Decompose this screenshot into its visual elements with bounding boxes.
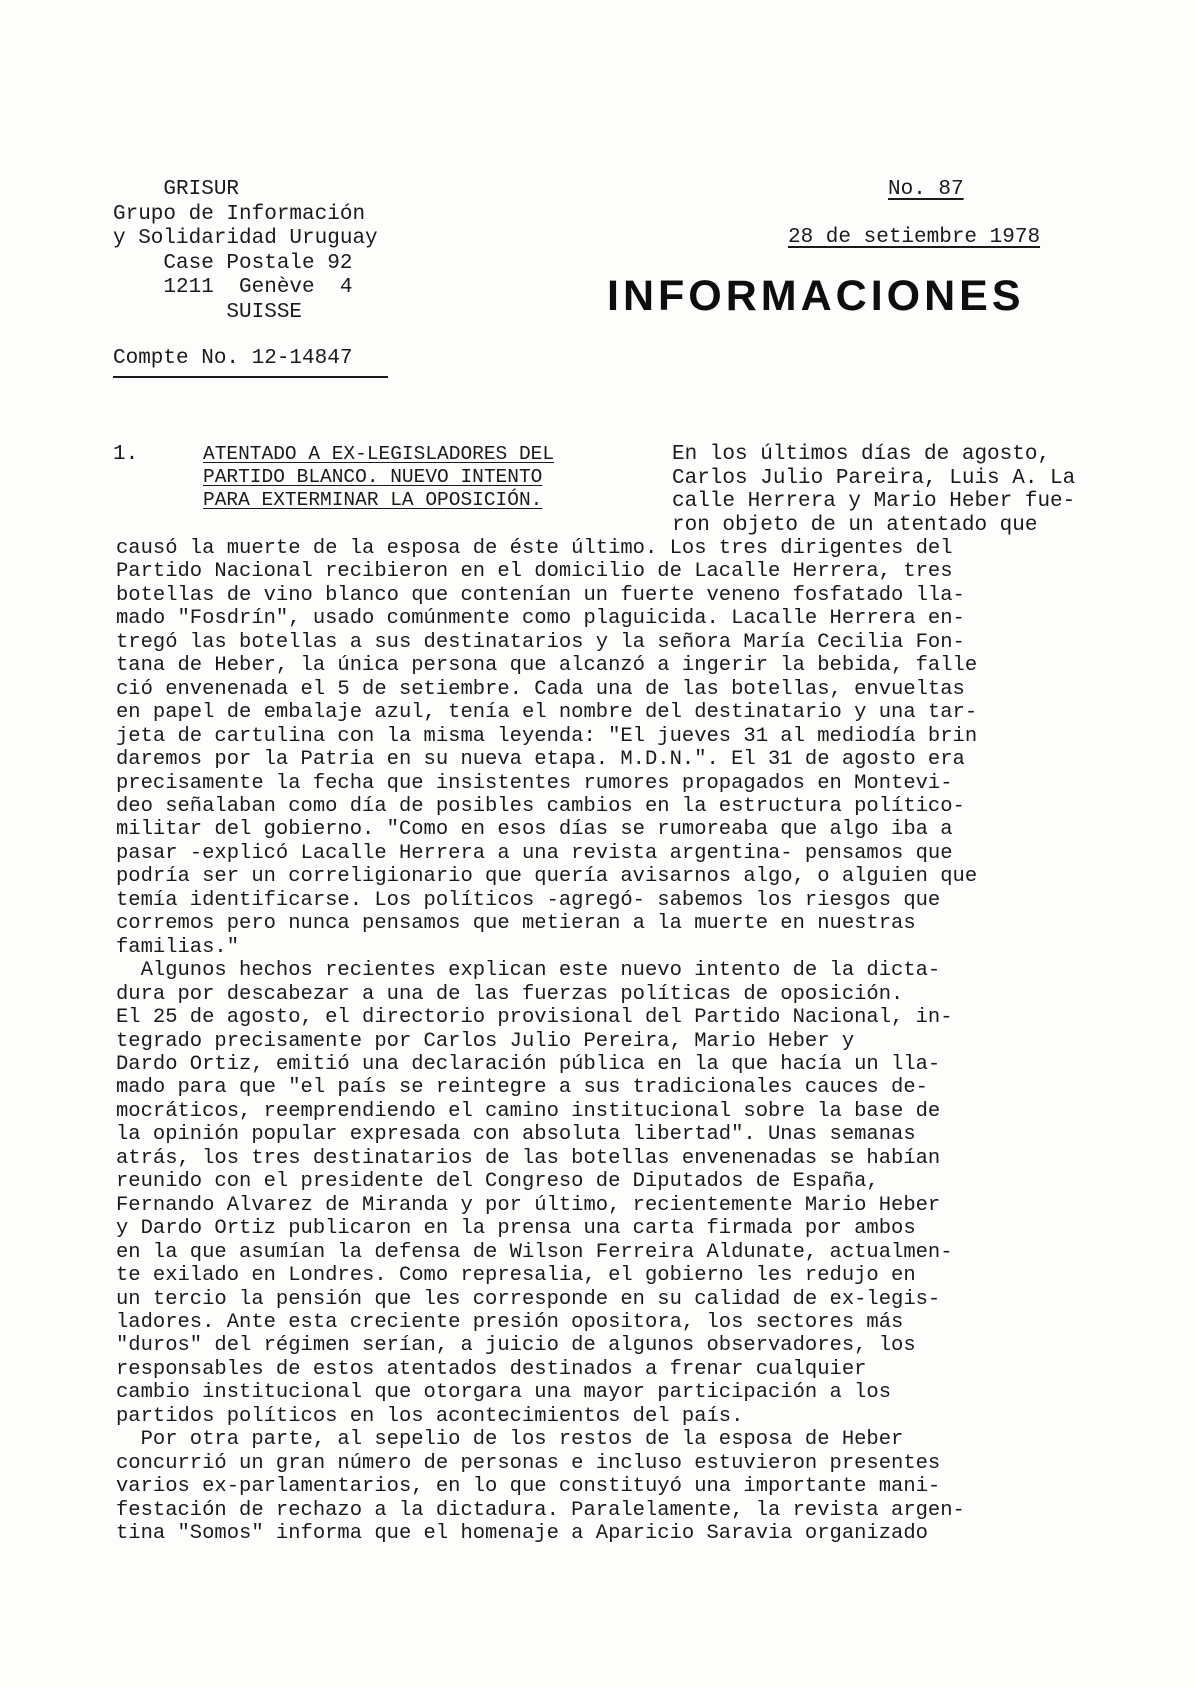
body-line: en papel de embalaje azul, tenía el nombre del destinatario y una tar- [116,701,978,725]
body-line: en la que asumían la defensa de Wilson Ferreira Aldunate, actualmen- [116,1240,953,1264]
article-intro [672,443,1075,537]
body-line: Fernando Alvarez de Miranda y por último, recientemente Mario Heber [116,1193,941,1217]
body-line: ció envenenada el 5 de setiembre. Cada una de las botellas, envueltas [116,677,965,701]
body-line: pasar -explicó Lacalle Herrera a una revista argentina- pensamos que [116,841,953,865]
body-line: responsables de estos atentados destinados a frenar cualquier [116,1357,867,1381]
section-title [203,443,554,512]
body-line: tana de Heber, la única persona que alcanzó a ingerir la bebida, falle [116,654,978,678]
issue-date: 28 de setiembre 1978 [788,226,1041,249]
body-line: militar del gobierno. "Como en esos días se rumoreaba que algo iba a [116,818,953,842]
body-line: partidos políticos en los acontecimientos del país. [116,1404,744,1428]
body-line: mado "Fosdrín", usado comúnmente como plaguicida. Lacalle Herrera en- [116,607,965,631]
intro-line: Carlos Julio Pareira, Luis A. La [672,466,1076,490]
body-line: corremos pero nunca pensamos que metieran a la muerte en nuestras [116,912,916,936]
issue-number: No. 87 [888,178,964,201]
sender-line: SUISSE [113,300,303,324]
body-line: Por otra parte, al sepelio de los restos de la esposa de Heber [116,1428,904,1452]
body-line: jeta de cartulina con la misma leyenda: "El jueves 31 al mediodía brin [116,724,978,748]
sender-line: y Solidaridad Uruguay [113,227,378,250]
body-line: reunido con el presidente del Congreso de Diputados de España, [116,1170,879,1194]
body-line: botellas de vino blanco que contenían un fuerte veneno fosfatado lla- [116,583,965,607]
section-title-line: PARTIDO BLANCO. NUEVO INTENTO [203,466,543,488]
body-line: podría ser un correligionario que quería avisarnos algo, o alguien que [116,865,978,889]
body-line: dura por descabezar a una de las fuerzas políticas de oposición. [116,982,904,1006]
body-line: daremos por la Patria en su nueva etapa. M.D.N.". El 31 de agosto era [116,748,965,772]
article-body [116,537,977,1545]
intro-line: calle Herrera y Mario Heber fue- [672,490,1076,513]
body-line: mocráticos, reemprendiendo el camino institucional sobre la base de [116,1099,941,1123]
section-number: 1. [113,443,139,466]
body-line: tegrado precisamente por Carlos Julio Pereira, Mario Heber y [116,1029,855,1053]
body-line: familias." [116,935,240,959]
sender-line: Grupo de Información [113,202,366,226]
intro-line: En los últimos días de agosto, [672,443,1051,466]
sender-line: 1211 Genève 4 [113,276,353,299]
body-line: te exilado en Londres. Como represalia, el gobierno les redujo en [116,1264,916,1288]
body-line: causó la muerte de la esposa de éste último. Los tres dirigentes del [116,537,953,560]
section-title-line: PARA EXTERMINAR LA OPOSICIÓN. [203,489,543,511]
body-line: tina "Somos" informa que el homenaje a Aparicio Saravia organizado [116,1522,928,1546]
body-line: mado para que "el país se reintegre a sus tradicionales cauces de- [116,1076,928,1100]
section-title-line: ATENTADO A EX-LEGISLADORES DEL [203,443,555,465]
sender-address [113,178,378,325]
body-line: deo señalaban como día de posibles cambios en la estructura político- [116,794,965,818]
body-line: ladores. Ante esta creciente presión opositora, los sectores más [116,1310,904,1334]
body-line: Algunos hechos recientes explican este nuevo intento de la dicta- [116,959,941,983]
body-line: Partido Nacional recibieron en el domicilio de Lacalle Herrera, tres [116,560,953,584]
body-line: tregó las botellas a sus destinatarios y la señora María Cecilia Fon- [116,630,965,654]
body-line: temía identificarse. Los políticos -agregó- sabemos los riesgos que [116,888,941,912]
body-line: El 25 de agosto, el directorio provisional del Partido Nacional, in- [116,1006,953,1030]
body-line: concurrió un gran número de personas e incluso estuvieron presentes [116,1451,941,1475]
body-line: varios ex-parlamentarios, en lo que constituyó una importante mani- [116,1475,941,1499]
body-line: "duros" del régimen serían, a juicio de algunos observadores, los [116,1334,916,1358]
intro-line: ron objeto de un atentado que [672,513,1038,537]
body-line: festación de rechazo a la dictadura. Paralelamente, la revista argen- [116,1498,965,1522]
body-line: la opinión popular expresada con absoluta libertad". Unas semanas [116,1123,916,1147]
body-line: precisamente la fecha que insistentes rumores propagados en Montevi- [116,771,953,795]
sender-line: Case Postale 92 [113,251,353,275]
body-line: cambio institucional que otorgara una mayor participación a los [116,1381,892,1405]
body-line: Dardo Ortiz, emitió una declaración pública en la que hacía un lla- [116,1052,941,1076]
body-line: atrás, los tres destinatarios de las botellas envenenadas se habían [116,1146,941,1170]
sender-line: GRISUR [113,178,240,201]
body-line: un tercio la pensión que les corresponde en su calidad de ex-legis- [116,1287,941,1311]
masthead-title: INFORMACIONES [607,272,1025,320]
body-line: y Dardo Ortiz publicaron en la prensa una carta firmada por ambos [116,1217,916,1241]
account-number: Compte No. 12-14847 [113,347,388,378]
